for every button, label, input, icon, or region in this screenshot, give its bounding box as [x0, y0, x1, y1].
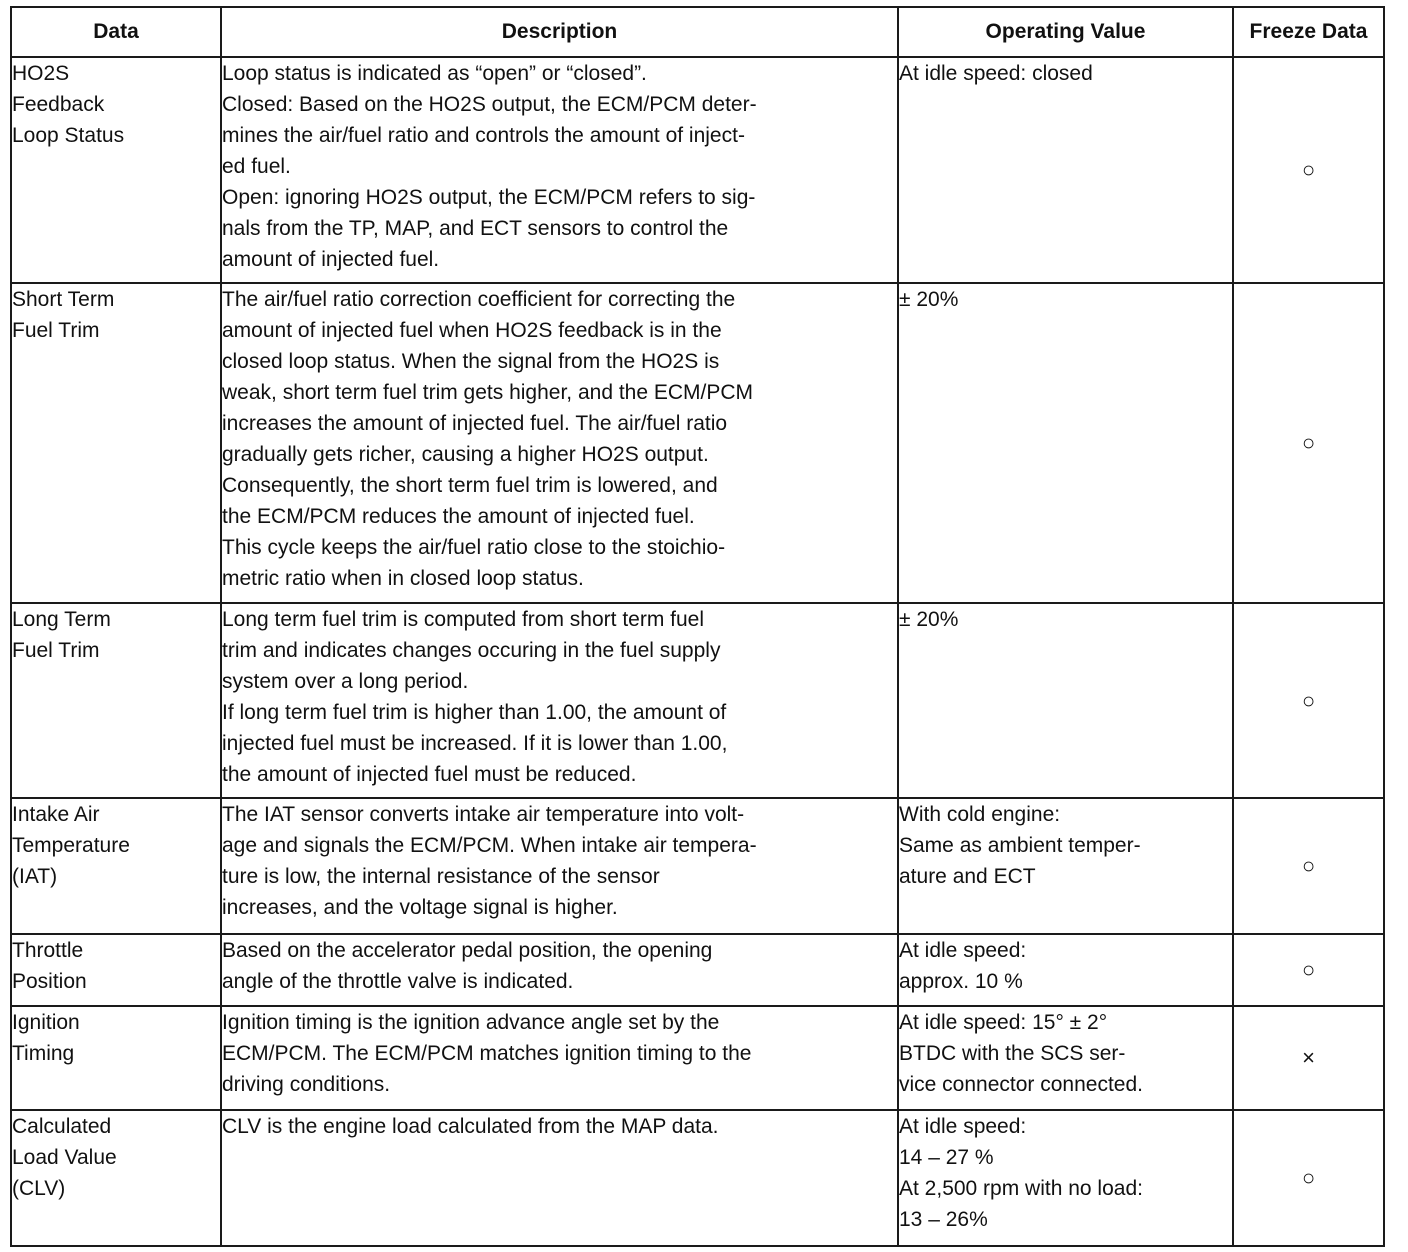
- freeze-data-cell: ○: [1233, 57, 1384, 283]
- operating-value-cell: With cold engine: Same as ambient temper- ature and ECT: [898, 798, 1233, 934]
- operating-value-cell: At idle speed: 15° ± 2° BTDC with the SCS ser- vice connector connected.: [898, 1006, 1233, 1110]
- description-cell: Loop status is indicated as “open” or “closed”. Closed: Based on the HO2S output, the ECM/PCM deter- mines the air/fuel ratio and controls the amount of inject- ed fuel. Open: ignoring HO2S output, the ECM/PCM refers to sig- nals from the TP, MAP, and ECT sensors to control the amount of injected fuel.: [221, 57, 898, 283]
- data-name-cell: Ignition Timing: [11, 1006, 221, 1110]
- description-cell: Ignition timing is the ignition advance angle set by the ECM/PCM. The ECM/PCM matches ignition timing to the driving conditions.: [221, 1006, 898, 1110]
- data-name-cell: Long Term Fuel Trim: [11, 603, 221, 798]
- header-row: [11, 7, 1384, 57]
- freeze-data-cell: ×: [1233, 1006, 1384, 1110]
- description-cell: Based on the accelerator pedal position, the opening angle of the throttle valve is indicated.: [221, 934, 898, 1006]
- data-name-cell: Calculated Load Value (CLV): [11, 1110, 221, 1246]
- table-row: [11, 798, 1384, 934]
- freeze-data-cell: ○: [1233, 934, 1384, 1006]
- data-name-cell: Throttle Position: [11, 934, 221, 1006]
- table-row: [11, 1110, 1384, 1246]
- table-row: [11, 934, 1384, 1006]
- freeze-data-cell: ○: [1233, 798, 1384, 934]
- freeze-data-cell: ○: [1233, 1110, 1384, 1246]
- table-row: [11, 283, 1384, 603]
- operating-value-cell: ± 20%: [898, 283, 1233, 603]
- header-operating-value: Operating Value: [898, 7, 1233, 57]
- description-cell: The air/fuel ratio correction coefficient for correcting the amount of injected fuel when HO2S feedback is in the closed loop status. When the signal from the HO2S is weak, short term fuel trim gets higher, and the ECM/PCM increases the amount of injected fuel. The air/fuel ratio gradually gets richer, causing a higher HO2S output. Consequently, the short term fuel trim is lowered, and the ECM/PCM reduces the amount of injected fuel. This cycle keeps the air/fuel ratio close to the stoichio- metric ratio when in closed loop status.: [221, 283, 898, 603]
- operating-value-cell: At idle speed: approx. 10 %: [898, 934, 1233, 1006]
- description-cell: The IAT sensor converts intake air temperature into volt- age and signals the ECM/PCM. When intake air tempera- ture is low, the internal resistance of the sensor increases, and the voltage signal is higher.: [221, 798, 898, 934]
- description-cell: Long term fuel trim is computed from short term fuel trim and indicates changes occuring in the fuel supply system over a long period. If long term fuel trim is higher than 1.00, the amount of injected fuel must be increased. If it is lower than 1.00, the amount of injected fuel must be reduced.: [221, 603, 898, 798]
- table-row: [11, 1006, 1384, 1110]
- freeze-data-table: [10, 6, 1385, 1247]
- freeze-data-cell: ○: [1233, 283, 1384, 603]
- header-data: Data: [11, 7, 221, 57]
- table-row: [11, 603, 1384, 798]
- operating-value-cell: ± 20%: [898, 603, 1233, 798]
- operating-value-cell: At idle speed: 14 – 27 % At 2,500 rpm with no load: 13 – 26%: [898, 1110, 1233, 1246]
- operating-value-cell: At idle speed: closed: [898, 57, 1233, 283]
- description-cell: CLV is the engine load calculated from the MAP data.: [221, 1110, 898, 1246]
- data-name-cell: Short Term Fuel Trim: [11, 283, 221, 603]
- header-description: Description: [221, 7, 898, 57]
- freeze-data-cell: ○: [1233, 603, 1384, 798]
- table-row: [11, 57, 1384, 283]
- header-freeze-data: Freeze Data: [1233, 7, 1384, 57]
- data-name-cell: HO2S Feedback Loop Status: [11, 57, 221, 283]
- data-name-cell: Intake Air Temperature (IAT): [11, 798, 221, 934]
